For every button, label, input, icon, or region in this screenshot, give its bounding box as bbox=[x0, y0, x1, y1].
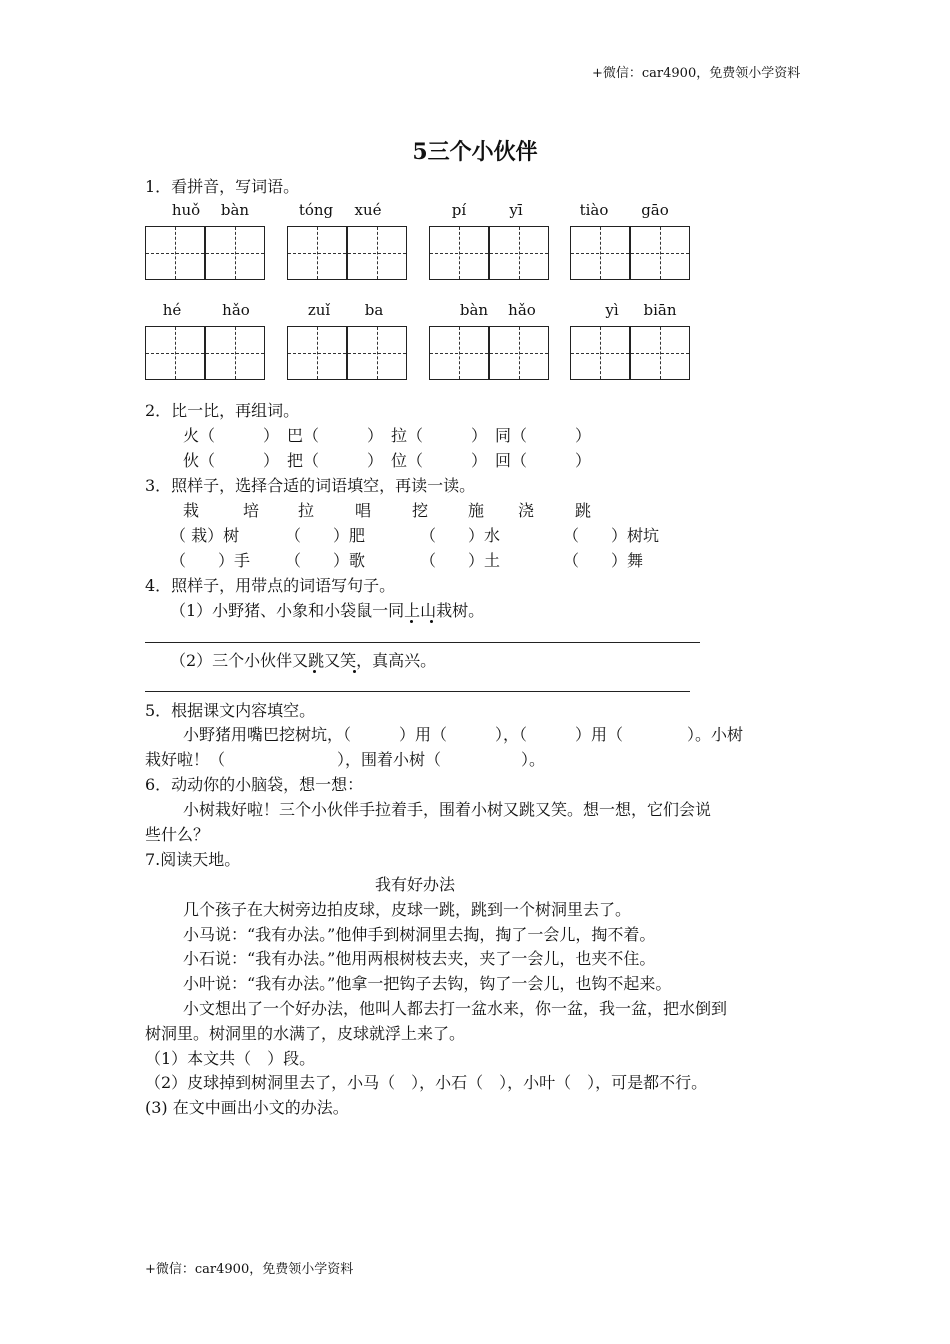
writing-box[interactable] bbox=[347, 226, 407, 280]
q3-blank: （ ）舞 bbox=[563, 551, 644, 570]
passage-paragraph: 小马说：“我有办法。”他伸手到树洞里去掏，掏了一会儿，掏不着。 bbox=[183, 925, 656, 944]
q7-label: 7.阅读天地。 bbox=[145, 850, 241, 869]
emphasis-dot bbox=[313, 670, 316, 673]
pinyin: gāo bbox=[641, 201, 669, 219]
passage-title: 我有好办法 bbox=[375, 875, 456, 894]
word-option: 栽 bbox=[183, 501, 200, 520]
pinyin: huǒ bbox=[171, 201, 201, 219]
emphasis-dot bbox=[353, 670, 356, 673]
emphasis-dot bbox=[430, 620, 433, 623]
q5-label: 5．根据课文内容填空。 bbox=[145, 701, 316, 720]
pinyin: yī bbox=[509, 201, 523, 219]
q2-line-1: 火（ ） 巴（ ） 拉（ ） 同（ ） bbox=[183, 426, 592, 445]
writing-box[interactable] bbox=[287, 226, 347, 280]
pinyin: yì bbox=[605, 301, 619, 319]
q3-label: 3．照样子，选择合适的词语填空，再读一读。 bbox=[145, 476, 476, 495]
q6-label: 6．动动你的小脑袋，想一想： bbox=[145, 775, 364, 794]
passage-paragraph: 几个孩子在大树旁边拍皮球，皮球一跳，跳到一个树洞里去了。 bbox=[183, 900, 632, 919]
q5-line-2: 栽好啦！（ ），围着小树（ ）。 bbox=[145, 750, 546, 769]
pinyin: xué bbox=[354, 201, 382, 219]
writing-box[interactable] bbox=[630, 226, 690, 280]
q3-blank: （ ）树坑 bbox=[563, 526, 660, 545]
writing-box[interactable] bbox=[489, 226, 549, 280]
q5-line-1: 小野猪用嘴巴挖树坑，（ ）用（ ），（ ）用（ ）。小树 bbox=[183, 725, 744, 744]
passage-paragraph: 小叶说：“我有办法。”他拿一把钩子去钩，钩了一会儿，也钩不起来。 bbox=[183, 974, 672, 993]
q7-sub-question-2: （2）皮球掉到树洞里去了，小马（ ），小石（ ），小叶（ ），可是都不行。 bbox=[145, 1073, 708, 1092]
q3-blank: （ ）手 bbox=[170, 551, 251, 570]
q4-sentence-2: （2）三个小伙伴又跳又笑，真高兴。 bbox=[170, 651, 437, 670]
q2-label: 2．比一比，再组词。 bbox=[145, 401, 300, 420]
writing-box[interactable] bbox=[570, 326, 630, 380]
writing-box[interactable] bbox=[205, 226, 265, 280]
writing-box[interactable] bbox=[205, 326, 265, 380]
passage-paragraph: 小石说：“我有办法。”他用两根树枝去夹，夹了一会儿，也夹不住。 bbox=[183, 949, 656, 968]
pinyin: pí bbox=[451, 201, 467, 219]
q3-blank: （ ）水 bbox=[420, 526, 501, 545]
writing-box[interactable] bbox=[145, 226, 205, 280]
writing-box[interactable] bbox=[570, 226, 630, 280]
word-option: 唱 bbox=[355, 501, 372, 520]
word-option: 施 bbox=[468, 501, 485, 520]
q6-line-2: 些什么？ bbox=[145, 825, 210, 844]
q2-line-2: 伙（ ） 把（ ） 位（ ） 回（ ） bbox=[183, 451, 592, 470]
word-option: 培 bbox=[243, 501, 260, 520]
word-option: 浇 bbox=[518, 501, 535, 520]
writing-box[interactable] bbox=[347, 326, 407, 380]
pinyin: hǎo bbox=[222, 301, 250, 319]
q4-sentence-1: （1）小野猪、小象和小袋鼠一同上山栽树。 bbox=[170, 601, 485, 620]
answer-line-2[interactable] bbox=[145, 691, 690, 692]
pinyin: bàn bbox=[459, 301, 489, 319]
pinyin: hǎo bbox=[508, 301, 536, 319]
writing-box[interactable] bbox=[489, 326, 549, 380]
pinyin: tóng bbox=[298, 201, 334, 219]
word-option: 拉 bbox=[298, 501, 315, 520]
writing-box[interactable] bbox=[145, 326, 205, 380]
writing-box[interactable] bbox=[429, 226, 489, 280]
emphasis-dot bbox=[410, 620, 413, 623]
q3-blank: （ ）土 bbox=[420, 551, 501, 570]
writing-box[interactable] bbox=[287, 326, 347, 380]
passage-paragraph-cont: 树洞里。树洞里的水满了，皮球就浮上来了。 bbox=[145, 1024, 466, 1043]
header-note: +微信：car4900，免费领小学资料 bbox=[592, 66, 801, 81]
q6-line-1: 小树栽好啦！三个小伙伴手拉着手，围着小树又跳又笑。想一想，它们会说 bbox=[183, 800, 712, 819]
passage-paragraph: 小文想出了一个好办法，他叫人都去打一盆水来，你一盆，我一盆，把水倒到 bbox=[183, 999, 728, 1018]
word-option: 跳 bbox=[575, 501, 592, 520]
page-title: 5三个小伙伴 bbox=[412, 139, 538, 165]
q7-sub-question-1: （1）本文共（ ）段。 bbox=[145, 1049, 316, 1068]
pinyin: tiào bbox=[579, 201, 609, 219]
answer-line-1[interactable] bbox=[145, 642, 700, 643]
pinyin: ba bbox=[364, 301, 384, 319]
writing-box[interactable] bbox=[630, 326, 690, 380]
pinyin: bàn bbox=[220, 201, 250, 219]
q4-label: 4．照样子，用带点的词语写句子。 bbox=[145, 576, 396, 595]
q3-blank: （ ）肥 bbox=[285, 526, 366, 545]
pinyin: biān bbox=[643, 301, 677, 319]
writing-box[interactable] bbox=[429, 326, 489, 380]
q3-blank: （ ）歌 bbox=[285, 551, 366, 570]
footer-note: +微信：car4900，免费领小学资料 bbox=[145, 1262, 354, 1277]
pinyin: hé bbox=[162, 301, 182, 319]
q1-label: 1．看拼音，写词语。 bbox=[145, 177, 300, 196]
word-option: 挖 bbox=[412, 501, 429, 520]
pinyin: zuǐ bbox=[307, 301, 331, 319]
q7-sub-question-3: (3) 在文中画出小文的办法。 bbox=[145, 1098, 349, 1117]
q3-blank: （ 栽）树 bbox=[170, 526, 240, 545]
